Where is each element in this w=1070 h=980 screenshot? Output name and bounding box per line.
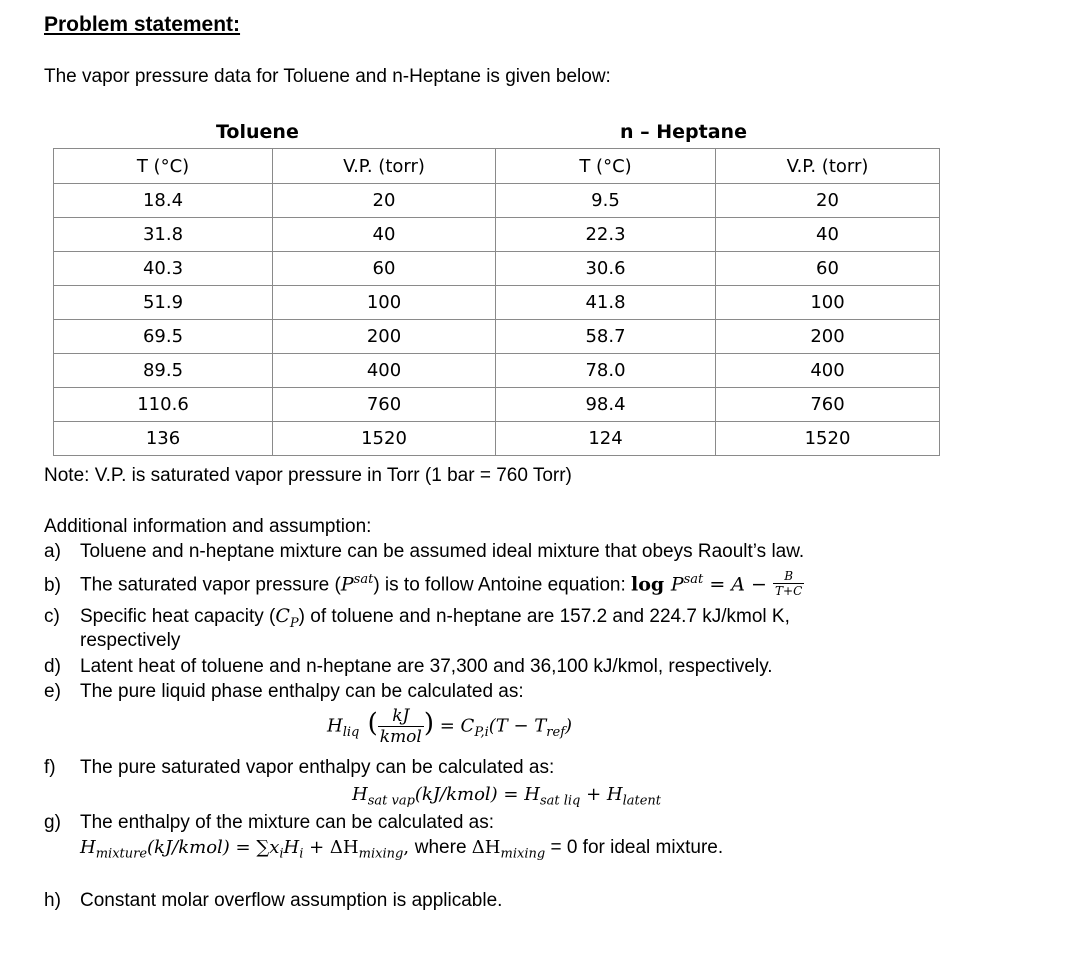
- table-cell: 40.3: [54, 252, 273, 286]
- item-label: f): [44, 757, 56, 778]
- antoine-p: P: [670, 573, 684, 596]
- assumption-c: [44, 605, 790, 631]
- assumption-c-line2: respectively: [80, 630, 181, 651]
- antoine-rest: = A −: [703, 573, 774, 596]
- item-text-mid: ) is to follow Antoine equation:: [373, 574, 632, 596]
- item-label: g): [44, 812, 61, 833]
- antoine-log: log: [631, 573, 671, 596]
- cp-sub: P: [289, 615, 299, 631]
- additional-info-heading: Additional information and assumption:: [44, 516, 372, 537]
- table-cell: 100: [716, 286, 940, 320]
- assumption-f: [44, 757, 554, 779]
- table-cell: 60: [273, 252, 496, 286]
- fraction-numerator: kJ: [378, 706, 424, 727]
- header-toluene-vp: V.P. (torr): [273, 149, 496, 184]
- table-cell: 124: [496, 422, 716, 456]
- table-cell: 100: [273, 286, 496, 320]
- item-label: e): [44, 681, 61, 702]
- item-label: d): [44, 656, 61, 677]
- table-cell: 9.5: [496, 184, 716, 218]
- table-cell: 22.3: [496, 218, 716, 252]
- table-cell: 760: [273, 388, 496, 422]
- group-label-heptane: n – Heptane: [620, 121, 747, 143]
- eq-delta: ΔH: [471, 837, 501, 858]
- item-label: b): [44, 574, 61, 596]
- eq-sub-i2: i: [299, 846, 304, 862]
- item-text: Toluene and n-heptane mixture can be assumed ideal mixture that obeys Raoult’s law.: [80, 541, 805, 562]
- table-cell: 200: [273, 320, 496, 354]
- eq-plus: + H: [580, 784, 623, 805]
- cp-symbol: C: [275, 605, 290, 627]
- table-cell: 1520: [716, 422, 940, 456]
- item-text: The pure liquid phase enthalpy can be calculated as:: [80, 681, 524, 702]
- table-cell: 20: [716, 184, 940, 218]
- eq-tail: = 0 for ideal mixture.: [545, 837, 724, 858]
- table-cell: 30.6: [496, 252, 716, 286]
- table-row: [54, 422, 940, 456]
- item-text: Constant molar overflow assumption is applicable.: [80, 890, 503, 911]
- table-cell: 40: [273, 218, 496, 252]
- table-cell: 760: [716, 388, 940, 422]
- header-toluene-temp: T (°C): [54, 149, 273, 184]
- eq-sub-mixing1: mixing: [358, 846, 404, 862]
- table-row: [54, 354, 940, 388]
- table-row: [54, 320, 940, 354]
- antoine-fraction: [773, 569, 804, 598]
- vapor-pressure-table: [53, 148, 940, 456]
- assumption-b: [44, 571, 804, 600]
- liquid-enthalpy-equation: [327, 706, 572, 747]
- eq-paren-close: ): [423, 708, 435, 739]
- eq-cp-sub: P,i: [474, 724, 489, 740]
- eq-sum: (kJ/kmol) = ∑x: [147, 837, 280, 858]
- table-row: [54, 286, 940, 320]
- note-text: Note: V.P. is saturated vapor pressure in Torr (1 bar = 760 Torr): [44, 465, 572, 486]
- table-cell: 41.8: [496, 286, 716, 320]
- eq-sub-liq: liq: [342, 724, 360, 740]
- eq-h-mix: H: [80, 837, 96, 858]
- eq-h-vap: H: [352, 784, 368, 805]
- fraction-denominator: T+C: [775, 584, 803, 598]
- table-cell: 98.4: [496, 388, 716, 422]
- item-text: The enthalpy of the mixture can be calculated as:: [80, 812, 495, 833]
- item-text: Latent heat of toluene and n-heptane are 37,300 and 36,100 kJ/kmol, respectively.: [80, 656, 773, 677]
- eq-where: where: [414, 837, 472, 858]
- eq-mid: (kJ/kmol) = H: [414, 784, 540, 805]
- header-heptane-temp: T (°C): [496, 149, 716, 184]
- vapor-enthalpy-equation: [352, 784, 661, 809]
- table-cell: 136: [54, 422, 273, 456]
- assumption-g: [44, 812, 494, 834]
- table-row: [54, 252, 940, 286]
- item-text: The saturated vapor pressure (: [80, 574, 341, 596]
- table-cell: 69.5: [54, 320, 273, 354]
- table-cell: 1520: [273, 422, 496, 456]
- table-cell: 78.0: [496, 354, 716, 388]
- eq-cp: = C: [434, 715, 475, 737]
- table-cell: 89.5: [54, 354, 273, 388]
- page-title: Problem statement:: [44, 13, 241, 36]
- item-label: h): [44, 890, 61, 911]
- table-header-row: [54, 149, 940, 184]
- eq-h: H: [327, 715, 343, 737]
- item-label: c): [44, 606, 60, 627]
- eq-sub-satvap: sat vap: [367, 793, 415, 809]
- table-row: [54, 218, 940, 252]
- eq-sub-latent: latent: [622, 793, 662, 809]
- eq-h-i: H: [283, 837, 300, 858]
- item-text-post: ) of toluene and n-heptane are 157.2 and 224.7 kJ/kmol K,: [298, 606, 790, 627]
- eq-end: ): [565, 715, 573, 737]
- psat-sup: sat: [353, 572, 374, 588]
- table-cell: 200: [716, 320, 940, 354]
- table-cell: 20: [273, 184, 496, 218]
- table-cell: 400: [716, 354, 940, 388]
- fraction-numerator: B: [773, 569, 804, 584]
- eq-sub-mixing2: mixing: [500, 846, 546, 862]
- table-cell: 58.7: [496, 320, 716, 354]
- table-row: [54, 388, 940, 422]
- eq-rest: (T − T: [488, 715, 547, 737]
- eq-sub-satliq: sat liq: [539, 793, 581, 809]
- table-cell: 110.6: [54, 388, 273, 422]
- assumption-e: [44, 681, 524, 703]
- eq-comma: ,: [403, 837, 415, 858]
- group-label-toluene: Toluene: [216, 121, 299, 143]
- table-cell: 31.8: [54, 218, 273, 252]
- intro-text: The vapor pressure data for Toluene and n-Heptane is given below:: [44, 66, 611, 87]
- psat-symbol: P: [340, 573, 354, 596]
- table-cell: 60: [716, 252, 940, 286]
- assumption-h: [44, 890, 502, 912]
- eq-paren-open: (: [359, 708, 378, 739]
- fraction-denominator: kmol: [379, 727, 422, 747]
- assumption-d: [44, 656, 773, 678]
- table-cell: 51.9: [54, 286, 273, 320]
- table-cell: 18.4: [54, 184, 273, 218]
- eq-plus-delta: + ΔH: [303, 837, 359, 858]
- item-text: Specific heat capacity (: [80, 606, 276, 627]
- item-label: a): [44, 541, 61, 562]
- table-cell: 40: [716, 218, 940, 252]
- eq-sub-mixture: mixture: [95, 846, 148, 862]
- eq-sub-i1: i: [279, 846, 284, 862]
- antoine-sup: sat: [683, 572, 704, 588]
- mixture-enthalpy-equation: [80, 837, 723, 862]
- table-row: [54, 184, 940, 218]
- item-text: The pure saturated vapor enthalpy can be calculated as:: [80, 757, 555, 778]
- eq-unit-fraction: [378, 706, 424, 747]
- table-cell: 400: [273, 354, 496, 388]
- eq-ref-sub: ref: [546, 724, 566, 740]
- assumption-a: [44, 541, 804, 563]
- header-heptane-vp: V.P. (torr): [716, 149, 940, 184]
